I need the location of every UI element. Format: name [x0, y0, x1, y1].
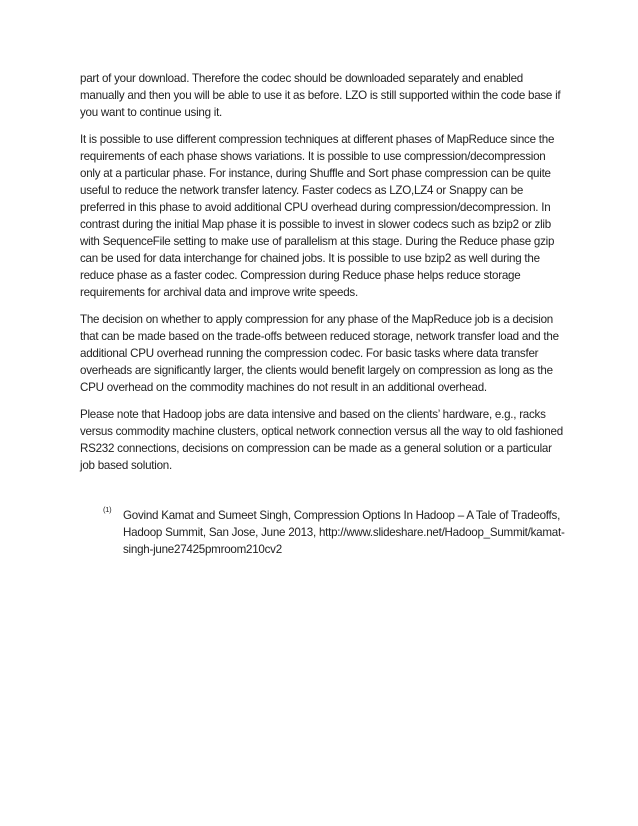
- paragraph-compression-phases: It is possible to use different compression techniques at different phases of MapReduce since the requirements of each phase shows variations. It is possible to use compression/decompression only at a particular phase. For instance, during Shuffle and Sort phase compression can be quite useful to reduce the network transfer latency. Faster codecs as LZO,LZ4 or Snappy can be preferred in this phase to avoid additional CPU overhead during compression/decompression. In contrast during the initial Map phase it is possible to invest in slower codecs such as bzip2 or zlib with SequenceFile setting to make use of parallelism at this stage. During the Reduce phase gzip can be used for data interchange for chained jobs. It is possible to use bzip2 as well during the reduce phase as a faster codec. Compression during Reduce phase helps reduce storage requirements for archival data and improve write speeds.: [80, 133, 555, 299]
- footnote: [103, 507, 573, 558]
- body-text: [80, 70, 564, 484]
- paragraph-hadoop-note: Please note that Hadoop jobs are data intensive and based on the clients’ hardware, e.g., racks versus commodity machine clusters, optical network connection versus all the way to old fashioned RS232 connections, decisions on compression can be made as a general solution or a particular job based solution.: [80, 408, 563, 472]
- paragraph-compression-decision: The decision on whether to apply compression for any phase of the MapReduce job is a decision that can be made based on the trade-offs between reduced storage, network transfer load and the additional CPU overhead running the compression codec. For basic tasks where data transfer overheads are significantly larger, the clients would benefit largely on compression as long as the CPU overhead on the commodity machines do not result in an additional overhead.: [80, 313, 559, 394]
- paragraph-download-note: part of your download. Therefore the codec should be downloaded separately and enabled manually and then you will be able to use it as before. LZO is still supported within the code base if you want to continue using it.: [80, 72, 561, 119]
- footnote-text: Govind Kamat and Sumeet Singh, Compression Options In Hadoop – A Tale of Tradeoffs, Hadoop Summit, San Jose, June 2013, http://www.slideshare.net/Hadoop_Summit/kamat-singh-june27425pmroom210cv2: [123, 509, 565, 556]
- footnote-marker: (1): [103, 505, 112, 514]
